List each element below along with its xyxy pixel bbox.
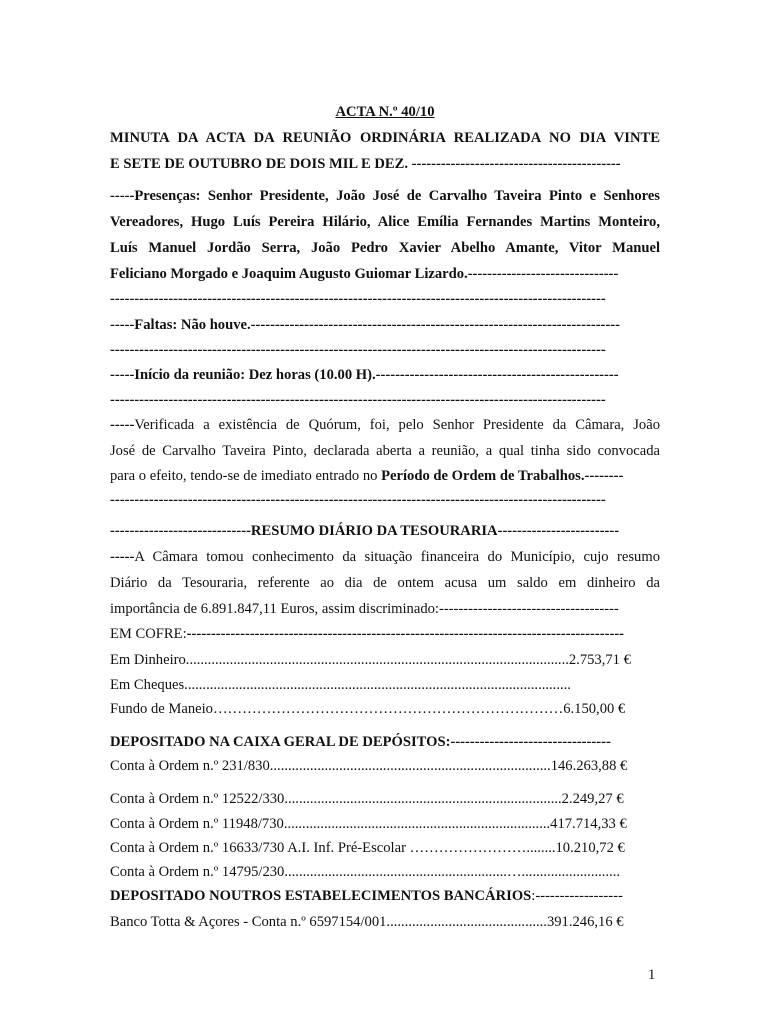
outros-heading-text: DEPOSITADO NOUTROS ESTABELECIMENTOS BANCÁRIOS xyxy=(110,888,532,904)
presencas-line: Vereadores, Hugo Luís Pereira Hilário, Alice Emília Fernandes Martins Monteiro, xyxy=(110,214,660,230)
verificada-line: José de Carvalho Taveira Pinto, declarada aberta a reunião, a qual tinha sido convocada xyxy=(110,443,660,459)
presencas-line: Luís Manuel Jordão Serra, João Pedro Xavier Abelho Amante, Vitor Manuel xyxy=(110,240,660,256)
verificada-text: Verificada a existência de Quórum, foi, pelo Senhor Presidente da Câmara, João xyxy=(134,417,660,433)
cofre-label: EM COFRE: xyxy=(110,626,187,642)
cgd-item: Conta à Ordem n.º 11948/730.........................................................................417.714,33 € xyxy=(110,816,627,832)
resumo-text: A Câmara tomou conhecimento da situação financeira do Município, cujo resumo xyxy=(134,549,660,565)
resumo-line: Diário da Tesouraria, referente ao dia de ontem acusa um saldo em dinheiro da xyxy=(110,575,660,591)
dash-prefix: ----- xyxy=(110,417,135,433)
dash-suffix: ------------------------------------------------------------------------------------------ xyxy=(186,626,625,642)
presencas-line xyxy=(110,187,660,205)
cgd-item: Conta à Ordem n.º 16633/730 A.I. Inf. Pré-Escolar ……………………........10.210,72 € xyxy=(110,840,625,856)
page-number: 1 xyxy=(648,967,656,983)
cgd-item: Conta à Ordem n.º 14795/230.............................................................…........................... xyxy=(110,864,621,880)
periodo-ordem-trabalhos: Período de Ordem de Trabalhos. xyxy=(381,468,585,484)
cofre-item: Em Cheques.......................................................................................................... xyxy=(110,677,571,693)
heading-line: E SETE DE OUTUBRO DE DOIS MIL E DEZ. ------------------------------------------- xyxy=(110,156,621,172)
presencas-text: : Senhor Presidente, João José de Carvalho Taveira Pinto e Senhores xyxy=(195,188,660,204)
verificada-line xyxy=(110,416,660,434)
presencas-line: Feliciano Morgado e Joaquim Augusto Guiomar Lizardo.------------------------------- xyxy=(110,266,619,282)
verificada-text: para o efeito, tendo-se de imediato entrado no xyxy=(110,468,382,484)
resumo-line xyxy=(110,548,660,566)
dash-suffix: :------------------ xyxy=(531,888,623,904)
faltas-line: -----Faltas: Não houve.---------------------------------------------------------------------------- xyxy=(110,317,620,333)
cgd-item: Conta à Ordem n.º 231/830.............................................................................146.263,88 € xyxy=(110,758,628,774)
cgd-item: Conta à Ordem n.º 12522/330............................................................................2.249,27 € xyxy=(110,791,624,807)
cgd-heading: DEPOSITADO NA CAIXA GERAL DE DEPÓSITOS:--------------------------------- xyxy=(110,734,611,750)
verificada-line xyxy=(110,467,660,485)
separator-line: ------------------------------------------------------------------------------------------------------ xyxy=(110,342,606,358)
dash-suffix: -------- xyxy=(584,468,624,484)
separator-line: ------------------------------------------------------------------------------------------------------ xyxy=(110,492,606,508)
cofre-heading xyxy=(110,625,660,643)
cofre-item: Em Dinheiro.........................................................................................................2.753,71 € xyxy=(110,652,631,668)
document-title: ACTA N.º 40/10 xyxy=(335,104,435,120)
separator-line: ------------------------------------------------------------------------------------------------------ xyxy=(110,291,606,307)
dash-prefix: ----- xyxy=(110,549,135,565)
resumo-line: importância de 6.891.847,11 Euros, assim discriminado:------------------------------------- xyxy=(110,601,619,617)
dash-prefix: ----- xyxy=(110,188,135,204)
heading-line: MINUTA DA ACTA DA REUNIÃO ORDINÁRIA REALIZADA NO DIA VINTE xyxy=(110,130,660,146)
inicio-line: -----Início da reunião: Dez horas (10.00 H).-------------------------------------------------- xyxy=(110,367,619,383)
resumo-heading: -----------------------------RESUMO DIÁRIO DA TESOURARIA------------------------- xyxy=(110,523,620,539)
outros-item: Banco Totta & Açores - Conta n.º 6597154/001............................................391.246,16 € xyxy=(110,914,624,930)
presencas-label: Presenças xyxy=(134,188,196,204)
cofre-item: Fundo de Maneio………………………………………………………………6.150,00 € xyxy=(110,701,626,717)
separator-line: ------------------------------------------------------------------------------------------------------ xyxy=(110,392,606,408)
outros-heading xyxy=(110,887,660,905)
